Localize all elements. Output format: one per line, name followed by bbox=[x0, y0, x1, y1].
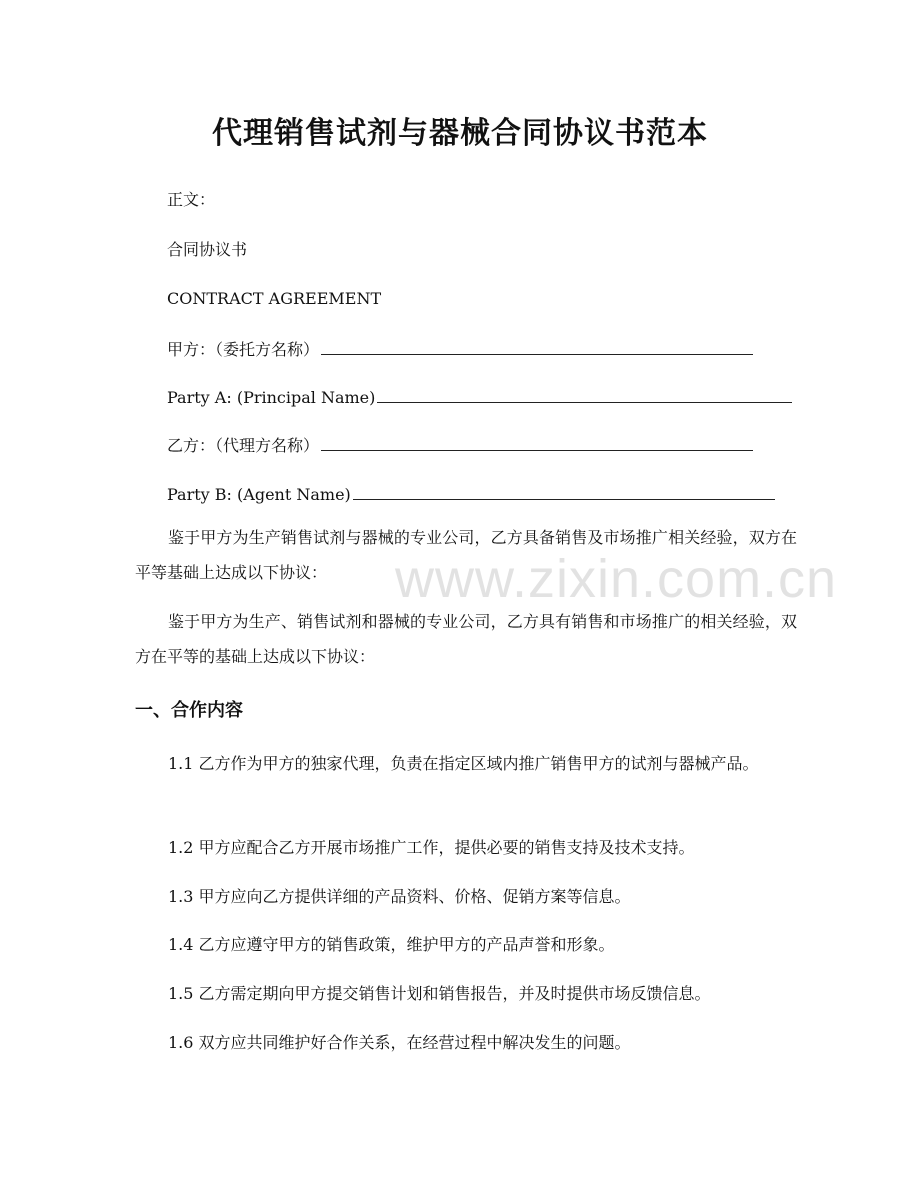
section-1-heading: 一、合作内容 bbox=[135, 700, 243, 721]
preamble-paragraph-1: 鉴于甲方为生产销售试剂与器械的专业公司，乙方具备销售及市场推广相关经验，双方在平等基础上达成以下协议： bbox=[135, 528, 797, 582]
clause-1-5: 1.5 乙方需定期向甲方提交销售计划和销售报告，并及时提供市场反馈信息。 bbox=[168, 984, 711, 1003]
clause-1-3: 1.3 甲方应向乙方提供详细的产品资料、价格、促销方案等信息。 bbox=[168, 887, 631, 906]
contract-title-cn: 合同协议书 bbox=[167, 240, 248, 259]
party-a-en-blank[interactable] bbox=[377, 385, 792, 403]
party-b-cn-row bbox=[167, 433, 753, 456]
intro-label: 正文： bbox=[167, 190, 216, 209]
party-b-en-label: Party B: (Agent Name) bbox=[167, 485, 351, 504]
party-b-en-row bbox=[167, 482, 775, 505]
document-title: 代理销售试剂与器械合同协议书范本 bbox=[212, 116, 708, 151]
contract-title-en: CONTRACT AGREEMENT bbox=[167, 289, 382, 308]
preamble-paragraph-2: 鉴于甲方为生产、销售试剂和器械的专业公司，乙方具有销售和市场推广的相关经验，双方在平等的基础上达成以下协议： bbox=[135, 612, 797, 666]
watermark: www.zixin.com.cn bbox=[395, 549, 838, 609]
clause-1-2: 1.2 甲方应配合乙方开展市场推广工作，提供必要的销售支持及技术支持。 bbox=[168, 838, 695, 857]
party-b-en-blank[interactable] bbox=[353, 482, 775, 500]
clause-1-6: 1.6 双方应共同维护好合作关系，在经营过程中解决发生的问题。 bbox=[168, 1033, 631, 1052]
clause-1-4: 1.4 乙方应遵守甲方的销售政策，维护甲方的产品声誉和形象。 bbox=[168, 935, 615, 954]
party-a-en-row bbox=[167, 385, 792, 408]
party-a-cn-row bbox=[167, 337, 753, 360]
party-a-cn-label: 甲方：（委托方名称） bbox=[167, 340, 320, 359]
party-a-cn-blank[interactable] bbox=[321, 337, 753, 355]
party-a-en-label: Party A: (Principal Name) bbox=[167, 388, 376, 407]
party-b-cn-blank[interactable] bbox=[321, 433, 753, 451]
party-b-cn-label: 乙方：（代理方名称） bbox=[167, 436, 320, 455]
clause-1-1: 1.1 乙方作为甲方的独家代理，负责在指定区域内推广销售甲方的试剂与器械产品。 bbox=[168, 754, 759, 773]
